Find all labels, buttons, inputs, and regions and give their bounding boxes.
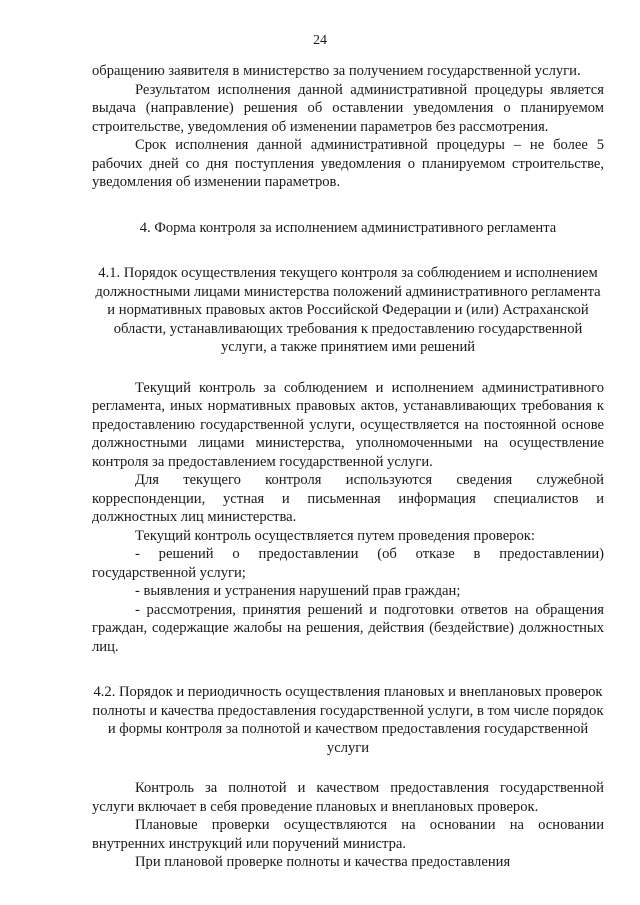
page-number: 24 [313,33,327,48]
paragraph: При плановой проверке полноты и качества предоставления [135,854,511,870]
paragraph: обращению заявителя в министерство за получением государственной услуги. [92,63,581,79]
paragraph: Контроль за полнотой и качеством предоставления государственной услуги включает в себя проведение плановых и внеплановых проверок. [92,780,604,815]
paragraph: Срок исполнения данной административной процедуры – не более 5 рабочих дней со дня поступления уведомления о планируемом строительстве, уведомления об изменении параметров. [92,137,604,190]
paragraph: Текущий контроль осуществляется путем проведения проверок: [135,527,535,544]
paragraph: Плановые проверки осуществляются на основании на основании внутренних инструкций или поручений министра. [92,817,604,852]
paragraph: Текущий контроль за соблюдением и исполнением административного регламента, иных нормативных правовых актов, устанавливающих требования к предоставлению государственной услуги, осуществляется на постоянной основе должностными лицами министерства, уполномоченными на осуществление контроля за предоставлением государственной услуги. [92,379,604,470]
subsection-heading: 4.1. Порядок осуществления текущего контроля за соблюдением и исполнением должностными лицами министерства положений административного регламента и нормативных правовых актов Российской Федерации и (или) Астраханской области, устанавливающих требования к предоставлению государственной услуги, а также принятием ими решений [95,265,601,355]
section-heading: 4. Форма контроля за исполнением административного регламента [139,219,557,236]
subsection-heading: 4.2. Порядок и периодичность осуществления плановых и внеплановых проверок полноты и качества предоставления государственной услуги, в том числе порядок и формы контроля за полнотой и качеством предоставления государственной услуги [92,684,604,756]
paragraph: Для текущего контроля используются сведения служебной корреспонденции, устная и письменная информация специалистов и должностных лиц министерства. [92,472,604,525]
list-item: - выявления и устранения нарушений прав граждан; [135,583,461,599]
list-item: - рассмотрения, принятия решений и подготовки ответов на обращения граждан, содержащие жалобы на решения, действия (бездействие) должностных лиц. [92,601,604,655]
list-item: - решений о предоставлении (об отказе в предоставлении) государственной услуги; [92,546,604,581]
paragraph: Результатом исполнения данной административной процедуры является выдача (направление) решения об оставлении уведомления о планируемом строительстве, уведомления об изменении параметров без рассмотрения. [92,81,604,135]
document-body [92,62,604,872]
